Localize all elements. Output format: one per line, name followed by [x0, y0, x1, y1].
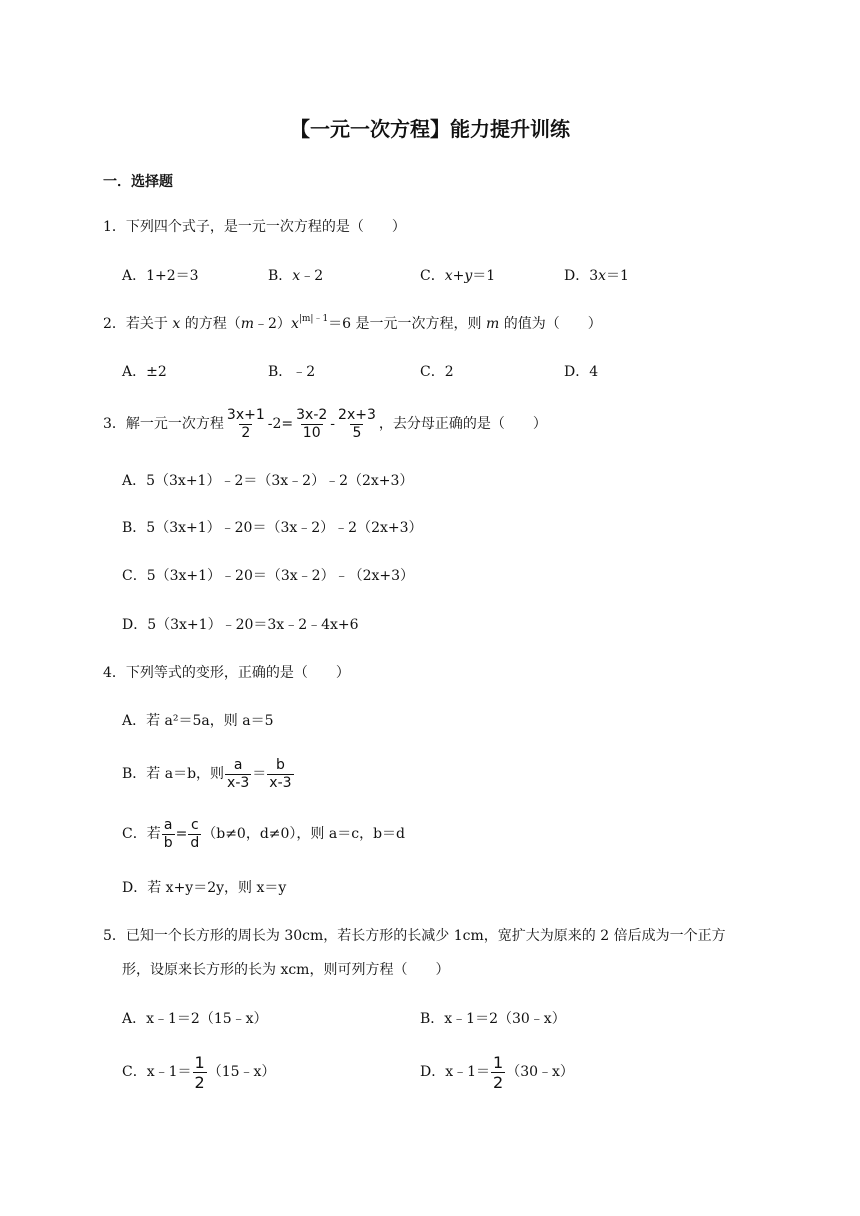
q2-option-a: A．±2 — [122, 364, 167, 380]
fraction: $\frac{1}{2}$ — [194, 1052, 205, 1092]
fraction: $\frac{2x+3}{5}$ — [338, 406, 376, 441]
fraction: $\frac{a}{b}$ — [163, 816, 173, 851]
question-1-stem: 1．下列四个式子，是一元一次方程的是（ ） — [103, 219, 406, 235]
q3-option-d: D．5（3x+1）﹣20＝3x﹣2﹣4x+6 — [122, 617, 359, 633]
page-title: 【一元一次方程】能力提升训练 — [290, 117, 570, 141]
fraction: $\frac{1}{2}$ — [493, 1052, 504, 1092]
fraction: $\frac{3x-2}{10}$ — [296, 406, 328, 441]
q3-option-a: A．5（3x+1）﹣2＝（3x﹣2）﹣2（2x+3） — [122, 473, 414, 489]
fraction: $\frac{3x+1}{2}$ — [226, 406, 265, 441]
question-5-stem-line-1: 5．已知一个长方形的周长为 30cm，若长方形的长减少 1cm，宽扩大为原来的 2 倍后成为一个正方 — [103, 928, 726, 944]
fraction: $\frac{b}{x-3}$ — [269, 756, 292, 791]
q4-option-c: C．若 $\frac{a}{b}$ = $\frac{c}{d}$ （b≠0，d≠0），则 a＝c，b＝d — [122, 816, 405, 851]
question-5-stem-line-2: 形，设原来长方形的长为 xcm，则可列方程（ ） — [122, 962, 450, 978]
q5-option-c: C．x﹣1＝ $\frac{1}{2}$ （15﹣x） — [122, 1052, 276, 1092]
q1-option-d: D．3x＝1 — [564, 268, 629, 284]
q5-option-a: A．x﹣1＝2（15﹣x） — [122, 1011, 268, 1027]
q4-option-b: B．若 a＝b，则 $\frac{a}{x-3}$ ＝ $\frac{b}{x-3}$ — [122, 756, 292, 791]
q1-option-b: B．x﹣2 — [268, 268, 324, 284]
q2-option-b: B．﹣2 — [268, 364, 316, 380]
q1-option-a: A．1+2＝3 — [122, 268, 199, 284]
fraction: $\frac{a}{x-3}$ — [227, 756, 250, 791]
question-3-stem: 3．解一元一次方程 $\frac{3x+1}{2}$ -2= $\frac{3x-2}{10}$ - $\frac{2x+3}{5}$ ，去分母正确的是（ ） — [103, 406, 547, 441]
exponent: |m|﹣1 — [298, 314, 329, 324]
question-4-stem: 4．下列等式的变形，正确的是（ ） — [103, 665, 350, 681]
q4-option-d: D．若 x+y＝2y，则 x＝y — [122, 880, 287, 896]
q5-option-d: D．x﹣1＝ $\frac{1}{2}$ （30﹣x） — [420, 1052, 574, 1092]
fraction: $\frac{c}{d}$ — [190, 816, 200, 851]
q3-option-b: B．5（3x+1）﹣20＝（3x﹣2）﹣2（2x+3） — [122, 520, 423, 536]
q5-option-b: B．x﹣1＝2（30﹣x） — [420, 1011, 566, 1027]
q4-option-a: A．若 a²＝5a，则 a＝5 — [122, 713, 274, 729]
q1-option-c: C．x+y＝1 — [420, 268, 496, 284]
q2-option-c: C．2 — [420, 364, 454, 380]
question-2-stem: 2．若关于 x 的方程$(m﹣2)x^{|m|﹣1}=6$ 是一元一次方程，则 m 的值为（ ） — [103, 314, 602, 332]
q2-option-d: D．4 — [564, 364, 599, 380]
section-heading: 一．选择题 — [103, 174, 173, 190]
q3-option-c: C．5（3x+1）﹣20＝（3x﹣2）﹣（2x+3） — [122, 568, 415, 584]
